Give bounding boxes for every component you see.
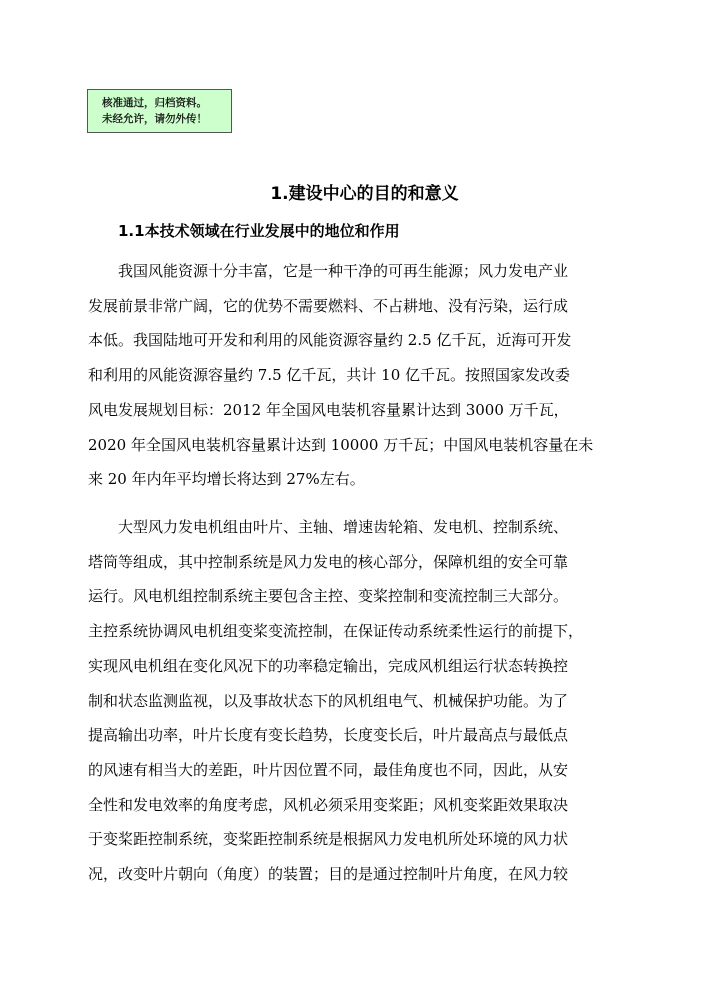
paragraph-line: 全性和发电效率的角度考虑，风机必须采用变桨距；风机变桨距效果取决 <box>88 795 569 814</box>
paragraph-line: 实现风电机组在变化风况下的功率稳定输出，完成风机组运行状态转换控 <box>88 656 569 675</box>
stamp-line-1: 核准通过，归档资料。 <box>102 97 207 109</box>
paragraph-line: 来 20 年内年平均增长将达到 27%左右。 <box>88 470 365 489</box>
paragraph-line: 本低。我国陆地可开发和利用的风能资源容量约 2.5 亿千瓦，近海可开发 <box>88 331 572 350</box>
paragraph-line: 主控系统协调风电机组变桨变流控制，在保证传动系统柔性运行的前提下， <box>88 622 584 641</box>
paragraph-line: 于变桨距控制系统，变桨距控制系统是根据风力发电机所处环境的风力状 <box>88 830 569 849</box>
paragraph-1 <box>88 254 628 497</box>
stamp-line-2: 未经允许，请勿外传！ <box>102 113 207 125</box>
approval-stamp <box>87 89 232 133</box>
paragraph-line: 塔筒等组成，其中控制系统是风力发电的核心部分，保障机组的安全可靠 <box>88 552 569 571</box>
subsection-title: 1.1本技术领域在行业发展中的地位和作用 <box>118 222 400 240</box>
paragraph-line: 发展前景非常广阔，它的优势不需要燃料、不占耕地、没有污染，运行成 <box>88 296 569 315</box>
paragraph-line: 提高输出功率，叶片长度有变长趋势，长度变长后，叶片最高点与最低点 <box>88 726 569 745</box>
paragraph-line: 的风速有相当大的差距，叶片因位置不同，最佳角度也不同，因此，从安 <box>88 760 569 779</box>
section-title: 1.建设中心的目的和意义 <box>270 184 459 204</box>
paragraph-2 <box>88 510 628 892</box>
paragraph-line: 大型风力发电机组由叶片、主轴、增速齿轮箱、发电机、控制系统、 <box>88 518 569 536</box>
paragraph-line: 制和状态监测监视，以及事故状态下的风机组电气、机械保护功能。为了 <box>88 691 569 710</box>
paragraph-line: 我国风能资源十分丰富，它是一种干净的可再生能源；风力发电产业 <box>88 262 569 280</box>
paragraph-line: 2020 年全国风电装机容量累计达到 10000 万千瓦；中国风电装机容量在未 <box>88 435 594 454</box>
paragraph-line: 和利用的风能资源容量约 7.5 亿千瓦，共计 10 亿千瓦。按照国家发改委 <box>88 366 571 385</box>
paragraph-line: 风电发展规划目标：2012 年全国风电装机容量累计达到 3000 万千瓦， <box>88 400 569 419</box>
paragraph-line: 运行。风电机组控制系统主要包含主控、变桨控制和变流控制三大部分。 <box>88 587 569 606</box>
paragraph-line: 况，改变叶片朝向（角度）的装置；目的是通过控制叶片角度，在风力较 <box>88 865 569 884</box>
